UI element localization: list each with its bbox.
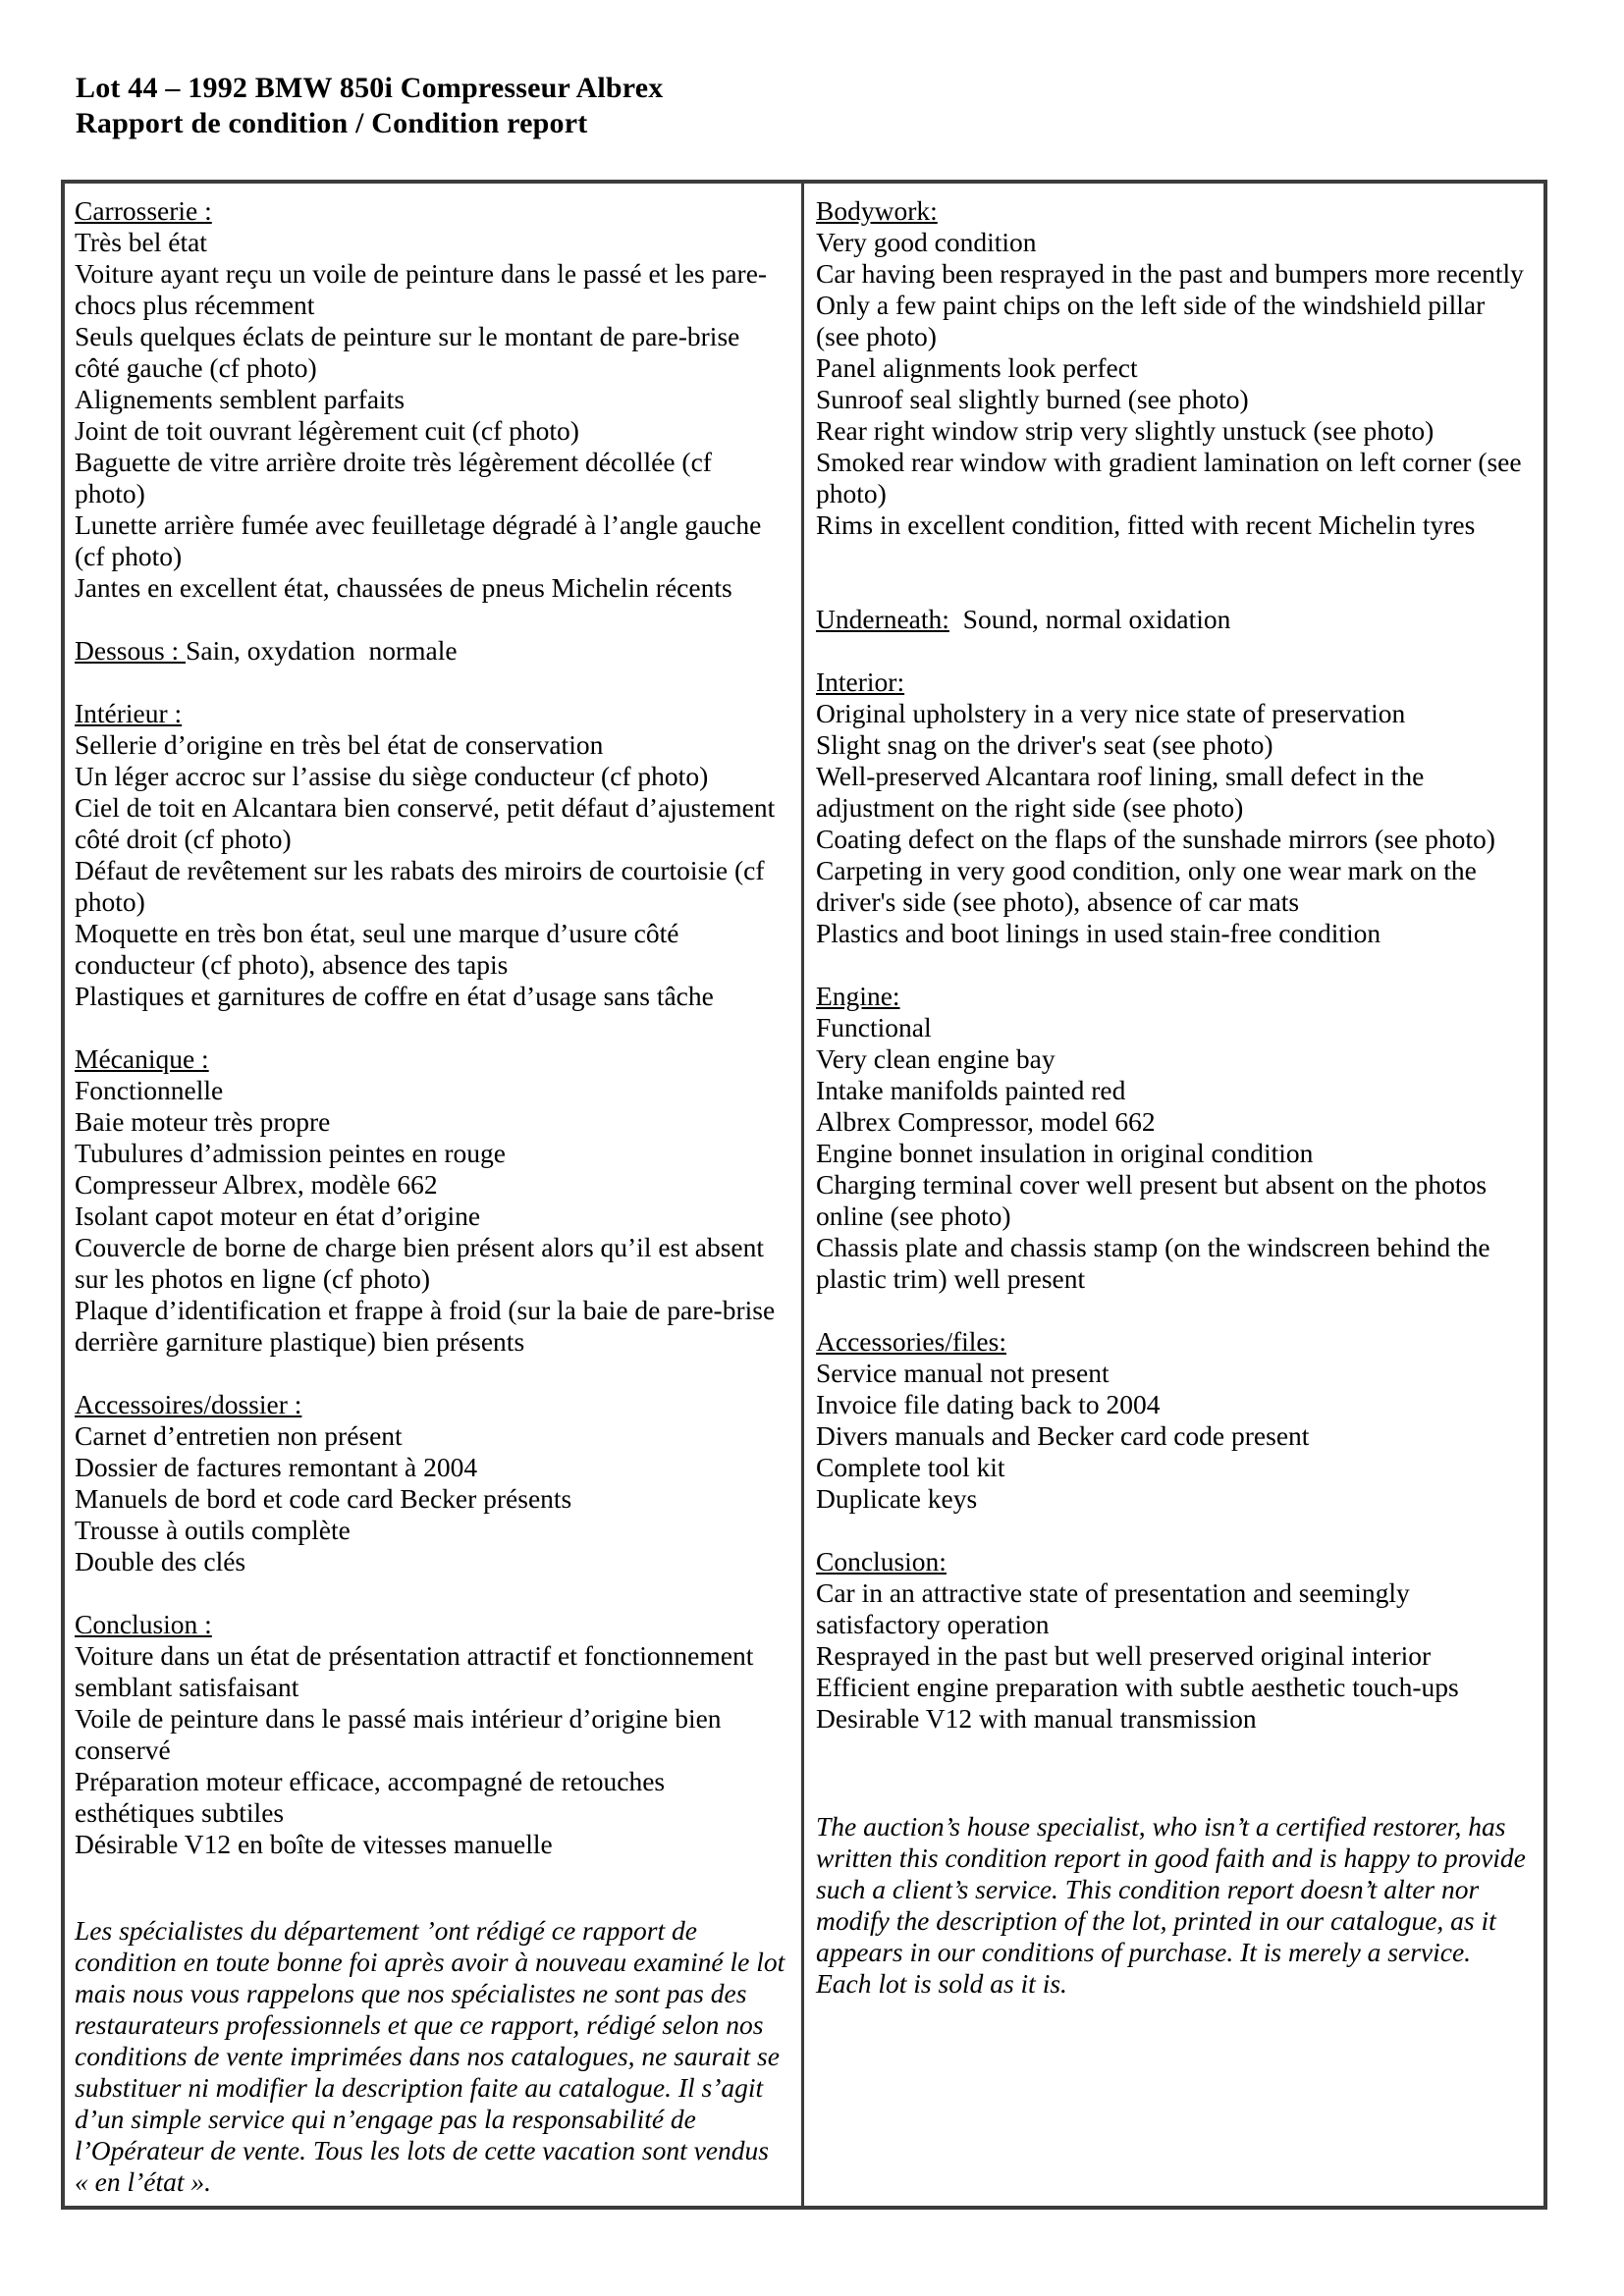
report-line: Compresseur Albrex, modèle 662 [75, 1169, 438, 1200]
report-line: Divers manuals and Becker card code present [816, 1420, 1310, 1451]
page-title-line-1: Lot 44 – 1992 BMW 850i Compresseur Albrex [76, 72, 664, 104]
section-heading: Conclusion : [75, 1609, 212, 1639]
report-line: Charging terminal cover well present but absent on the photos online (see photo) [816, 1169, 1493, 1231]
blank-line [816, 635, 1530, 667]
report-line: Carpeting in very good condition, only one wear mark on the driver's side (see photo), absence of car mats [816, 855, 1484, 917]
report-line: Dossier de factures remontant à 2004 [75, 1452, 478, 1482]
report-line: Smoked rear window with gradient lamination on left corner (see photo) [816, 447, 1529, 508]
report-line: Double des clés [75, 1546, 246, 1576]
report-line: Très bel état [75, 227, 207, 257]
section-heading-line [75, 195, 785, 227]
report-line: Trousse à outils complète [75, 1515, 351, 1545]
section-heading-tail: Sound, normal oxidation [948, 604, 1231, 634]
report-line: Well-preserved Alcantara roof lining, small defect in the adjustment on the right side (see photo) [816, 761, 1432, 823]
section-heading-line [816, 1546, 1530, 1577]
disclaimer-paragraph: The auction’s house specialist, who isn’t a certified restorer, has written this condition report in good faith and is happy to provide such a client’s service. This condition report doesn’t alter nor modify the description of the lot, printed in our catalogue, as it appears in our conditions of purchase. It is merely a service. Each lot is sold as it is. [816, 1811, 1533, 1999]
report-line: Voile de peinture dans le passé mais intérieur d’origine bien conservé [75, 1703, 729, 1765]
report-line: Baie moteur très propre [75, 1106, 331, 1137]
report-line: Efficient engine preparation with subtle aesthetic touch-ups [816, 1672, 1459, 1702]
report-line: Défaut de revêtement sur les rabats des miroirs de courtoisie (cf photo) [75, 855, 772, 917]
blank-line [75, 1577, 785, 1609]
report-line: Désirable V12 en boîte de vitesses manuelle [75, 1829, 553, 1859]
report-line: Rear right window strip very slightly unstuck (see photo) [816, 415, 1435, 446]
section-heading-line [816, 667, 1530, 698]
report-line: Very good condition [816, 227, 1037, 257]
report-line: Plastics and boot linings in used stain-free condition [816, 918, 1381, 948]
report-line: Very clean engine bay [816, 1043, 1056, 1074]
section-heading-line [816, 604, 1530, 635]
section-heading-line [75, 698, 785, 729]
report-line: Voiture ayant reçu un voile de peinture dans le passé et les pare-chocs plus récemment [75, 258, 768, 320]
report-line: Alignements semblent parfaits [75, 384, 406, 414]
report-line: Ciel de toit en Alcantara bien conservé, petit défaut d’ajustement côté droit (cf photo) [75, 792, 783, 854]
report-line: Engine bonnet insulation in original condition [816, 1138, 1314, 1168]
blank-line [816, 1515, 1530, 1546]
disclaimer-paragraph: Les spécialistes du département ’ont rédigé ce rapport de condition en toute bonne foi après avoir à nouveau examiné le lot mais nous vous rappelons que nos spécialistes ne sont pas des restaurateurs professionnels et que ce rapport, rédigé selon nos conditions de vente imprimées dans nos catalogues, ne saurait se substituer ni modifier la description faite au catalogue. Il s’agit d’un simple service qui n’engage pas la responsabilité de l’Opérateur de vente. Tous les lots de cette vacation sont vendus « en l’état ». [75, 1915, 792, 2197]
section-heading: Mécanique : [75, 1043, 209, 1074]
section-heading-line [75, 1043, 785, 1075]
blank-line [75, 1012, 785, 1043]
report-line: Sellerie d’origine en très bel état de conservation [75, 729, 604, 760]
blank-line [75, 604, 785, 635]
section-heading: Intérieur : [75, 698, 183, 728]
section-heading-line [75, 1609, 785, 1640]
report-line: Rims in excellent condition, fitted with recent Michelin tyres [816, 509, 1476, 540]
blank-line [816, 541, 1530, 572]
report-line: Baguette de vitre arrière droite très légèrement décollée (cf photo) [75, 447, 719, 508]
report-line: Original upholstery in a very nice state of preservation [816, 698, 1406, 728]
section-heading: Accessoires/dossier : [75, 1389, 302, 1419]
section-heading: Bodywork: [816, 195, 938, 226]
blank-line [816, 1295, 1530, 1326]
report-line: Car in an attractive state of presentation and seemingly satisfactory operation [816, 1577, 1417, 1639]
blank-line [816, 949, 1530, 981]
report-line: Fonctionnelle [75, 1075, 224, 1105]
report-line: Un léger accroc sur l’assise du siège conducteur (cf photo) [75, 761, 709, 791]
report-line: Seuls quelques éclats de peinture sur le montant de pare-brise côté gauche (cf photo) [75, 321, 747, 383]
report-line: Préparation moteur efficace, accompagné de retouches esthétiques subtiles [75, 1766, 673, 1828]
column-english [804, 184, 1543, 2206]
report-line: Jantes en excellent état, chaussées de pneus Michelin récents [75, 572, 732, 603]
report-line: Plaque d’identification et frappe à froid (sur la baie de pare-brise derrière garniture plastique) bien présents [75, 1295, 783, 1357]
report-line: Lunette arrière fumée avec feuilletage dégradé à l’angle gauche (cf photo) [75, 509, 769, 571]
report-line: Isolant capot moteur en état d’origine [75, 1201, 481, 1231]
blank-line [816, 572, 1530, 604]
report-line: Couvercle de borne de charge bien présent alors qu’il est absent sur les photos en ligne (cf photo) [75, 1232, 771, 1294]
section-heading: Conclusion: [816, 1546, 947, 1576]
section-heading: Engine: [816, 981, 900, 1011]
report-line: Only a few paint chips on the left side of the windshield pillar (see photo) [816, 290, 1492, 351]
report-line: Intake manifolds painted red [816, 1075, 1126, 1105]
section-heading: Accessories/files: [816, 1326, 1006, 1357]
page-title-line-2: Rapport de condition / Condition report [76, 107, 588, 139]
report-line: Moquette en très bon état, seul une marque d’usure côté conducteur (cf photo), absence des tapis [75, 918, 686, 980]
report-line: Slight snag on the driver's seat (see photo) [816, 729, 1273, 760]
section-heading-line [816, 981, 1530, 1012]
page-title [76, 71, 664, 141]
section-heading-tail: Sain, oxydation normale [186, 635, 458, 666]
blank-line [75, 1358, 785, 1389]
report-line: Chassis plate and chassis stamp (on the windscreen behind the plastic trim) well present [816, 1232, 1497, 1294]
section-heading-line [816, 1326, 1530, 1358]
section-heading-line [75, 1389, 785, 1420]
report-line: Manuels de bord et code card Becker présents [75, 1483, 572, 1514]
report-line: Carnet d’entretien non présent [75, 1420, 403, 1451]
blank-line [75, 667, 785, 698]
section-heading-line [816, 195, 1530, 227]
report-line: Plastiques et garnitures de coffre en état d’usage sans tâche [75, 981, 714, 1011]
section-heading: Interior: [816, 667, 905, 697]
report-line: Sunroof seal slightly burned (see photo) [816, 384, 1249, 414]
report-line: Invoice file dating back to 2004 [816, 1389, 1161, 1419]
report-line: Tubulures d’admission peintes en rouge [75, 1138, 506, 1168]
report-line: Complete tool kit [816, 1452, 1005, 1482]
report-line: Coating defect on the flaps of the sunshade mirrors (see photo) [816, 824, 1495, 854]
report-table [61, 180, 1547, 2210]
section-heading: Underneath: [816, 604, 949, 634]
report-line: Car having been resprayed in the past and bumpers more recently [816, 258, 1524, 289]
report-line: Service manual not present [816, 1358, 1110, 1388]
section-heading-line [75, 635, 785, 667]
report-line: Resprayed in the past but well preserved original interior [816, 1640, 1432, 1671]
report-line: Albrex Compressor, model 662 [816, 1106, 1156, 1137]
section-heading: Dessous : [75, 635, 187, 666]
section-heading: Carrosserie : [75, 195, 212, 226]
report-line: Desirable V12 with manual transmission [816, 1703, 1257, 1734]
report-line: Joint de toit ouvrant légèrement cuit (cf photo) [75, 415, 579, 446]
report-line: Voiture dans un état de présentation attractif et fonctionnement semblant satisfaisant [75, 1640, 761, 1702]
column-french [65, 184, 804, 2206]
report-line: Functional [816, 1012, 932, 1042]
report-line: Panel alignments look perfect [816, 352, 1138, 383]
report-line: Duplicate keys [816, 1483, 978, 1514]
